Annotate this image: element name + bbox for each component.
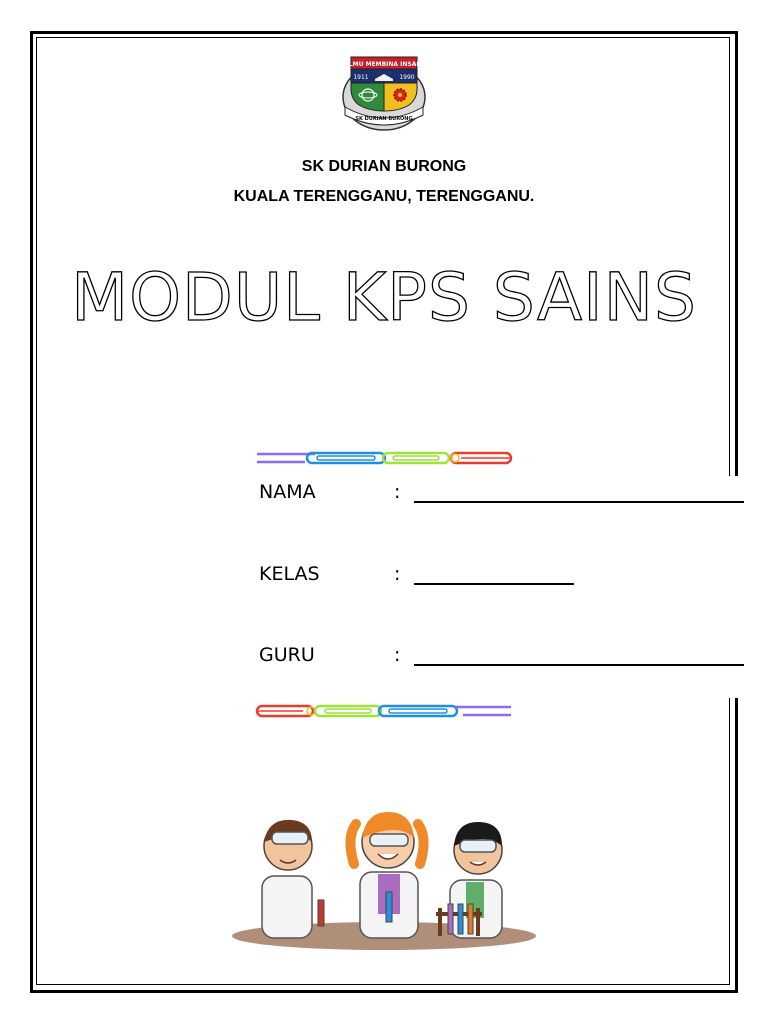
field-label-guru: GURU [259,644,315,666]
field-label-kelas: KELAS [259,563,320,585]
svg-text:1911: 1911 [353,74,369,81]
kelas-input-line[interactable] [414,583,574,585]
field-colon-nama: : [394,481,401,503]
svg-text:1990: 1990 [399,74,415,81]
svg-text:SK DURIAN BURONG: SK DURIAN BURONG [355,116,413,122]
school-crest-logo [339,55,429,131]
field-label-nama: NAMA [259,481,316,503]
paperclip-divider-top [255,450,513,466]
page-title: MODUL KPS SAINS [71,259,697,336]
school-name: SK DURIAN BURONG [301,158,467,175]
school-location: KUALA TERENGGANU, TERENGGANU. [233,188,535,205]
svg-text:ILMU MEMBINA INSAN: ILMU MEMBINA INSAN [346,61,422,68]
guru-input-line[interactable] [414,664,744,666]
field-colon-kelas: : [394,563,401,585]
nama-input-line[interactable] [414,501,744,503]
paperclip-divider-bottom [255,703,513,719]
kids-scientists-illustration [228,808,540,960]
field-colon-guru: : [394,644,401,666]
